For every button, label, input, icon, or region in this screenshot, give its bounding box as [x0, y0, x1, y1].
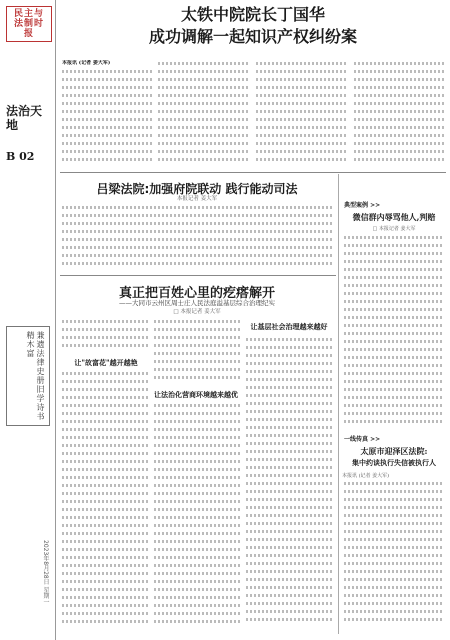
text-line	[256, 118, 348, 121]
text-line	[62, 94, 152, 97]
text-line	[256, 78, 348, 81]
text-line	[246, 362, 334, 365]
text-line	[344, 578, 444, 581]
text-line	[246, 338, 334, 341]
text-line	[256, 102, 348, 105]
text-line	[256, 86, 348, 89]
text-line	[62, 238, 332, 241]
text-line	[62, 620, 148, 623]
text-line	[62, 230, 332, 233]
text-line	[158, 86, 250, 89]
text-line	[344, 482, 444, 485]
text-line	[344, 404, 444, 407]
text-line	[62, 476, 148, 479]
text-line	[246, 434, 334, 437]
text-line	[246, 466, 334, 469]
text-line	[154, 444, 240, 447]
text-line	[354, 62, 444, 65]
text-line	[246, 458, 334, 461]
text-line	[344, 420, 444, 423]
text-line	[62, 516, 148, 519]
text-line	[344, 268, 444, 271]
text-line	[246, 378, 334, 381]
section-title: 法治天地	[6, 104, 43, 132]
text-line	[154, 352, 240, 355]
text-line	[62, 412, 148, 415]
text-line	[62, 524, 148, 527]
text-line	[344, 498, 444, 501]
headline-line1: 太铁中院院长丁国华	[180, 5, 325, 24]
text-line	[344, 610, 444, 613]
text-line	[344, 340, 444, 343]
text-line	[344, 316, 444, 319]
text-line	[256, 142, 348, 145]
text-line	[62, 436, 148, 439]
divider	[60, 275, 336, 276]
text-line	[246, 490, 334, 493]
text-line	[62, 102, 152, 105]
text-line	[344, 530, 444, 533]
text-line	[62, 468, 148, 471]
text-line	[154, 564, 240, 567]
subhead-3: 让基层社会治理越来越好	[250, 322, 328, 331]
article3-title: 真正把百姓心里的疙瘩解开	[118, 286, 275, 301]
text-line	[344, 514, 444, 517]
text-line	[344, 244, 444, 247]
main-headline	[60, 4, 446, 48]
text-line	[62, 508, 148, 511]
text-line	[344, 284, 444, 287]
text-line	[154, 320, 240, 323]
text-line	[246, 586, 334, 589]
text-line	[62, 110, 152, 113]
text-line	[246, 578, 334, 581]
text-line	[344, 380, 444, 383]
text-line	[154, 492, 240, 495]
text-line	[154, 596, 240, 599]
text-line	[154, 484, 240, 487]
text-line	[246, 546, 334, 549]
article3-byline: □ 本报记者 姜大军	[173, 309, 221, 315]
text-line	[62, 254, 332, 257]
text-line	[62, 126, 152, 129]
text-line	[62, 572, 148, 575]
text-line	[246, 474, 334, 477]
text-line	[246, 538, 334, 541]
text-line	[62, 580, 148, 583]
text-line	[246, 554, 334, 557]
text-line	[354, 70, 444, 73]
text-line	[344, 562, 444, 565]
text-line	[62, 548, 148, 551]
text-line	[344, 396, 444, 399]
text-line	[62, 444, 148, 447]
sidebar-title-1: 微信群内辱骂他人,判赔	[352, 212, 436, 222]
text-line	[344, 602, 444, 605]
lead-byline: 本报讯 (记者 姜大军)	[62, 60, 111, 66]
text-line	[62, 420, 148, 423]
text-line	[354, 118, 444, 121]
sidebar-byline-1: □ 本报记者 姜大军	[372, 226, 416, 232]
text-line	[256, 62, 348, 65]
text-line	[344, 554, 444, 557]
text-line	[154, 412, 240, 415]
page-number: B 02	[6, 150, 35, 163]
text-line	[344, 300, 444, 303]
text-line	[344, 412, 444, 415]
text-line	[154, 524, 240, 527]
text-line	[62, 158, 152, 161]
text-line	[154, 540, 240, 543]
text-line	[344, 506, 444, 509]
text-line	[246, 602, 334, 605]
text-line	[246, 450, 334, 453]
text-line	[158, 134, 250, 137]
text-line	[246, 346, 334, 349]
text-line	[158, 110, 250, 113]
text-line	[154, 612, 240, 615]
text-line	[246, 562, 334, 565]
newspaper-logo: 民主与法制时报	[6, 6, 52, 42]
text-line	[344, 260, 444, 263]
text-line	[246, 522, 334, 525]
text-line	[354, 126, 444, 129]
text-line	[62, 388, 148, 391]
text-line	[246, 594, 334, 597]
text-line	[62, 484, 148, 487]
text-line	[158, 102, 250, 105]
text-line	[354, 158, 444, 161]
text-line	[344, 372, 444, 375]
column-divider	[338, 174, 339, 634]
text-line	[62, 246, 332, 249]
text-line	[354, 142, 444, 145]
text-line	[246, 514, 334, 517]
sidebar-byline-2: 本报讯 (记者 姜大军)	[342, 473, 390, 479]
text-line	[344, 570, 444, 573]
text-line	[154, 476, 240, 479]
text-line	[344, 388, 444, 391]
text-line	[62, 142, 152, 145]
text-line	[246, 498, 334, 501]
text-line	[246, 418, 334, 421]
text-line	[246, 354, 334, 357]
text-line	[354, 86, 444, 89]
text-line	[158, 126, 250, 129]
text-line	[62, 452, 148, 455]
text-line	[256, 126, 348, 129]
text-line	[158, 150, 250, 153]
article2-byline: 本报记者 姜大军	[176, 196, 218, 202]
text-line	[62, 596, 148, 599]
text-line	[158, 158, 250, 161]
text-line	[62, 556, 148, 559]
text-line	[344, 490, 444, 493]
text-line	[246, 570, 334, 573]
text-line	[154, 556, 240, 559]
text-line	[62, 604, 148, 607]
text-line	[354, 150, 444, 153]
text-line	[344, 292, 444, 295]
text-line	[154, 508, 240, 511]
text-line	[158, 118, 250, 121]
text-line	[354, 110, 444, 113]
text-line	[256, 110, 348, 113]
text-line	[246, 506, 334, 509]
text-line	[154, 436, 240, 439]
sidebar-label-news: 一线传真 >>	[344, 436, 381, 443]
text-line	[62, 150, 152, 153]
text-line	[154, 548, 240, 551]
text-line	[344, 348, 444, 351]
sidebar-label-cases: 典型案例 >>	[344, 202, 381, 209]
text-line	[344, 538, 444, 541]
text-line	[62, 214, 332, 217]
divider	[60, 172, 446, 173]
text-line	[256, 150, 348, 153]
sidebar-title-3: 集中约谈执行失信被执行人	[352, 458, 436, 467]
text-line	[158, 62, 250, 65]
text-line	[354, 102, 444, 105]
text-line	[154, 344, 240, 347]
text-line	[154, 420, 240, 423]
text-line	[154, 376, 240, 379]
text-line	[158, 94, 250, 97]
text-line	[154, 516, 240, 519]
text-line	[62, 70, 152, 73]
text-line	[246, 394, 334, 397]
text-line	[62, 262, 332, 265]
text-line	[256, 134, 348, 137]
text-line	[246, 618, 334, 621]
subhead-2: 让法治化营商环境越来越优	[154, 390, 238, 399]
text-line	[154, 368, 240, 371]
text-line	[246, 426, 334, 429]
text-line	[62, 206, 332, 209]
text-line	[344, 276, 444, 279]
text-line	[154, 572, 240, 575]
text-line	[62, 134, 152, 137]
text-line	[62, 86, 152, 89]
text-line	[62, 328, 148, 331]
poem-box: 兼遗法律史册旧学诗书精木富	[6, 326, 50, 426]
text-line	[154, 588, 240, 591]
text-line	[344, 546, 444, 549]
text-line	[62, 336, 148, 339]
text-line	[246, 610, 334, 613]
text-line	[246, 386, 334, 389]
text-line	[158, 78, 250, 81]
text-line	[154, 620, 240, 623]
text-line	[62, 372, 148, 375]
text-line	[256, 94, 348, 97]
text-line	[62, 492, 148, 495]
text-line	[344, 252, 444, 255]
text-line	[62, 404, 148, 407]
text-line	[154, 328, 240, 331]
text-line	[246, 442, 334, 445]
sidebar-title-2: 太原市迎泽区法院:	[360, 446, 428, 456]
text-line	[344, 332, 444, 335]
left-masthead-column	[0, 0, 56, 640]
text-line	[62, 118, 152, 121]
lead-article-col1	[62, 60, 152, 172]
text-line	[62, 500, 148, 503]
text-line	[344, 522, 444, 525]
text-line	[344, 308, 444, 311]
text-line	[154, 532, 240, 535]
text-line	[344, 236, 444, 239]
text-line	[246, 402, 334, 405]
article3-subtitle: ——大同市云州区周士庄人民法庭溢基层综合治理纪实	[119, 299, 275, 307]
text-line	[62, 78, 152, 81]
text-line	[62, 396, 148, 399]
text-line	[246, 482, 334, 485]
text-line	[62, 344, 148, 347]
text-line	[344, 324, 444, 327]
text-line	[354, 78, 444, 81]
text-line	[62, 380, 148, 383]
text-line	[62, 532, 148, 535]
text-line	[62, 612, 148, 615]
text-line	[154, 404, 240, 407]
text-line	[62, 320, 148, 323]
text-line	[344, 594, 444, 597]
text-line	[154, 428, 240, 431]
text-line	[256, 158, 348, 161]
subhead-1: 让"故富花"越开越艳	[74, 358, 138, 367]
text-line	[62, 540, 148, 543]
text-line	[246, 530, 334, 533]
text-line	[154, 500, 240, 503]
text-line	[158, 142, 250, 145]
text-line	[246, 370, 334, 373]
text-line	[246, 410, 334, 413]
text-line	[62, 222, 332, 225]
text-line	[62, 460, 148, 463]
text-line	[354, 94, 444, 97]
text-line	[354, 134, 444, 137]
text-line	[154, 360, 240, 363]
article2-title: 吕梁法院:加强府院联动 践行能动司法	[96, 182, 298, 196]
text-line	[62, 428, 148, 431]
text-line	[154, 604, 240, 607]
text-line	[62, 588, 148, 591]
text-line	[154, 336, 240, 339]
text-line	[154, 580, 240, 583]
date-footer: 2023年8月28日 星期一	[42, 540, 49, 605]
headline-line2: 成功调解一起知识产权纠纷案	[148, 27, 357, 46]
text-line	[344, 364, 444, 367]
text-line	[154, 452, 240, 455]
text-line	[154, 468, 240, 471]
text-line	[62, 564, 148, 567]
text-line	[158, 70, 250, 73]
text-line	[256, 70, 348, 73]
text-line	[344, 618, 444, 621]
text-line	[154, 460, 240, 463]
text-line	[344, 586, 444, 589]
text-line	[344, 356, 444, 359]
